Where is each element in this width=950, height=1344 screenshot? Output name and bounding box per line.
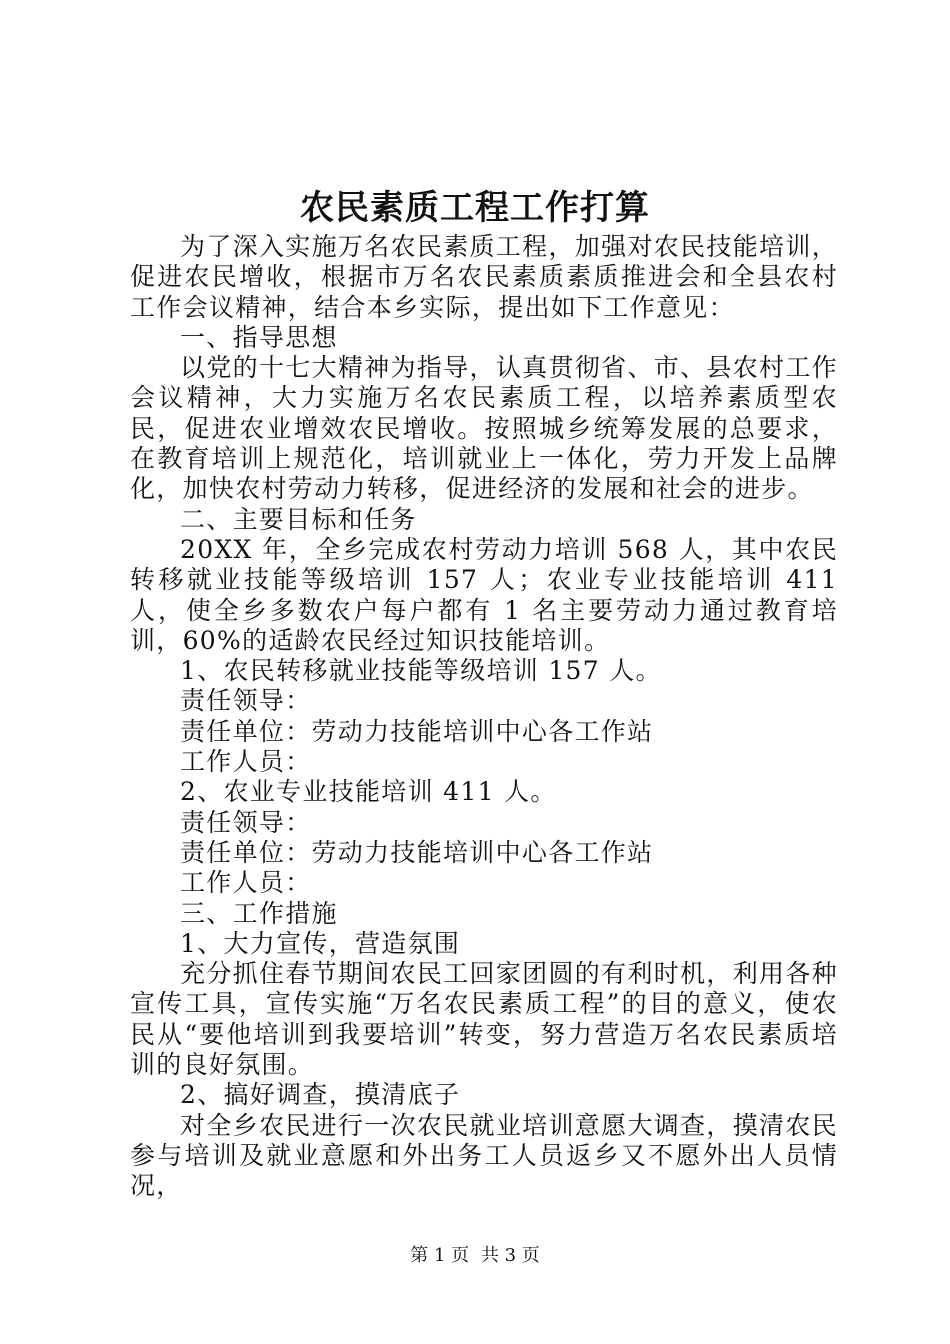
section-heading-goals-tasks: 二、主要目标和任务: [180, 504, 417, 534]
staff-2: 工作人员：: [180, 868, 312, 898]
task-item-1: 1、农民转移就业技能等级培训 157 人。: [180, 656, 662, 686]
paragraph-goals: 20XX 年，全乡完成农村劳动力培训 568 人，其中农民转移就业技能等级培训 157 人；农业专业技能培训 411 人，使全乡多数农户每户都有 1 名主要劳动力通过教育培训，60%的适龄农民经过知识技能培训。: [130, 534, 838, 655]
document-body: [130, 232, 838, 1202]
page-total: 共 3 页: [480, 1245, 540, 1266]
responsible-unit-1: 责任单位：劳动力技能培训中心各工作站: [180, 716, 654, 746]
document-title: 农民素质工程工作打算: [300, 188, 650, 228]
responsible-leader-1: 责任领导：: [180, 686, 312, 716]
measure-heading-1: 1、大力宣传，营造氛围: [180, 928, 461, 958]
responsible-leader-2: 责任领导：: [180, 807, 312, 837]
paragraph-measure-2: 对全乡农民进行一次农民就业培训意愿大调查，摸清农民参与培训及就业意愿和外出务工人员返乡又不愿外出人员情况，: [130, 1110, 838, 1201]
paragraph-measure-1: 充分抓住春节期间农民工回家团圆的有利时机，利用各种宣传工具，宣传实施“万名农民素质工程”的目的意义，使农民从“要他培训到我要培训”转变，努力营造万名农民素质培训的良好氛围。: [130, 959, 838, 1080]
responsible-unit-2: 责任单位：劳动力技能培训中心各工作站: [180, 837, 654, 867]
paragraph-intro: 为了深入实施万名农民素质工程，加强对农民技能培训，促进农民增收，根据市万名农民素质素质推进会和全县农村工作会议精神，结合本乡实际，提出如下工作意见：: [130, 232, 838, 322]
section-heading-measures: 三、工作措施: [180, 898, 338, 928]
page-footer: [0, 1244, 950, 1268]
task-item-2: 2、农业专业技能培训 411 人。: [180, 777, 557, 807]
section-heading-guiding-ideology: 一、指导思想: [180, 322, 338, 352]
page-number: 第 1 页: [410, 1245, 470, 1266]
measure-heading-2: 2、搞好调查，摸清底子: [180, 1080, 461, 1110]
paragraph-guiding-ideology: 以党的十七大精神为指导，认真贯彻省、市、县农村工作会议精神，大力实施万名农民素质工程，以培养素质型农民，促进农业增效农民增收。按照城乡统筹发展的总要求，在教育培训上规范化，培训就业上一体化，劳力开发上品牌化，加快农村劳动力转移，促进经济的发展和社会的进步。: [130, 353, 838, 504]
staff-1: 工作人员：: [180, 747, 312, 777]
